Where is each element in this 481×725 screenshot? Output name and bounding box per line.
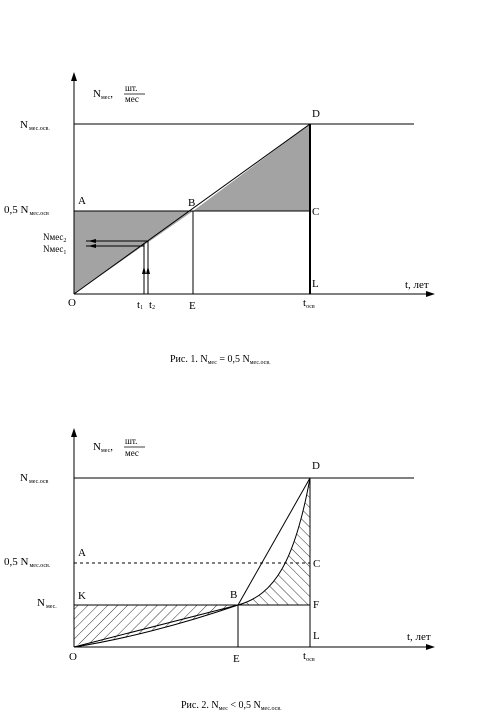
fig2-label-nmes: Nмес.	[37, 597, 57, 610]
fig1-point-O: O	[68, 297, 76, 309]
fig2-point-D: D	[312, 460, 320, 472]
fig2-tick-tosv: tосв	[303, 650, 315, 663]
fig2-y-axis-unit-num: шт.	[125, 436, 138, 446]
fig1-point-A: A	[78, 195, 86, 207]
fig2-y-axis-arrow	[71, 428, 77, 437]
fig1-arrow-t1	[142, 266, 146, 274]
fig2-x-axis-label: t, лет	[407, 631, 431, 643]
figure-2	[4, 428, 435, 712]
fig1-point-L: L	[312, 278, 319, 290]
fig2-point-F: F	[313, 599, 320, 611]
fig2-caption: Рис. 2. $N_{мес} < 0,5$ $N_{мес.осв.}$	[181, 700, 282, 712]
fig2-label-nmes-osv: Nмес.осв	[20, 472, 49, 485]
fig1-y-axis-arrow	[71, 72, 77, 81]
fig1-arrow-t2	[146, 266, 150, 274]
fig1-y-axis-unit-den: мес	[125, 94, 139, 104]
fig1-label-nmes-osv: Nмес.осв.	[20, 119, 50, 132]
fig2-point-A: A	[78, 547, 86, 559]
fig1-x-axis-arrow	[426, 291, 435, 297]
fig1-point-D: D	[312, 108, 320, 120]
fig1-y-axis-symbol: Nмес,	[93, 88, 113, 101]
fig1-label-half: 0,5 Nмес.осв	[4, 204, 49, 217]
fig2-y-axis-unit-den: мес	[125, 448, 139, 458]
fig1-point-E: E	[189, 300, 196, 312]
fig1-tick-t1: t1	[137, 299, 144, 311]
fig2-point-C: C	[313, 558, 321, 570]
fig1-point-C: C	[312, 206, 320, 218]
fig2-point-K: K	[78, 590, 86, 602]
fig1-point-B: B	[188, 197, 196, 209]
fig1-x-axis-label: t, лет	[405, 279, 429, 291]
fig2-point-B: B	[230, 589, 238, 601]
figure-1	[4, 72, 435, 366]
fig1-tick-t2: t2	[149, 299, 156, 311]
fig2-point-E: E	[233, 653, 240, 665]
fig1-caption: Рис. 1. $N_{мес} = 0,5$ $N_{мес.осв.}$	[170, 354, 271, 366]
fig1-label-nmes2: Nмес$_2$	[43, 232, 67, 244]
fig2-label-half: 0,5 Nмес.осв.	[4, 556, 51, 569]
fig1-tick-tosv: tосв	[303, 297, 315, 310]
fig1-label-nmes1: Nмес$_1$	[43, 244, 67, 256]
fig2-x-axis-arrow	[426, 644, 435, 650]
fig2-point-O: O	[69, 651, 77, 663]
fig2-y-axis-symbol: Nмес,	[93, 441, 113, 454]
fig2-point-L: L	[313, 630, 320, 642]
fig1-y-axis-unit-num: шт.	[125, 83, 138, 93]
